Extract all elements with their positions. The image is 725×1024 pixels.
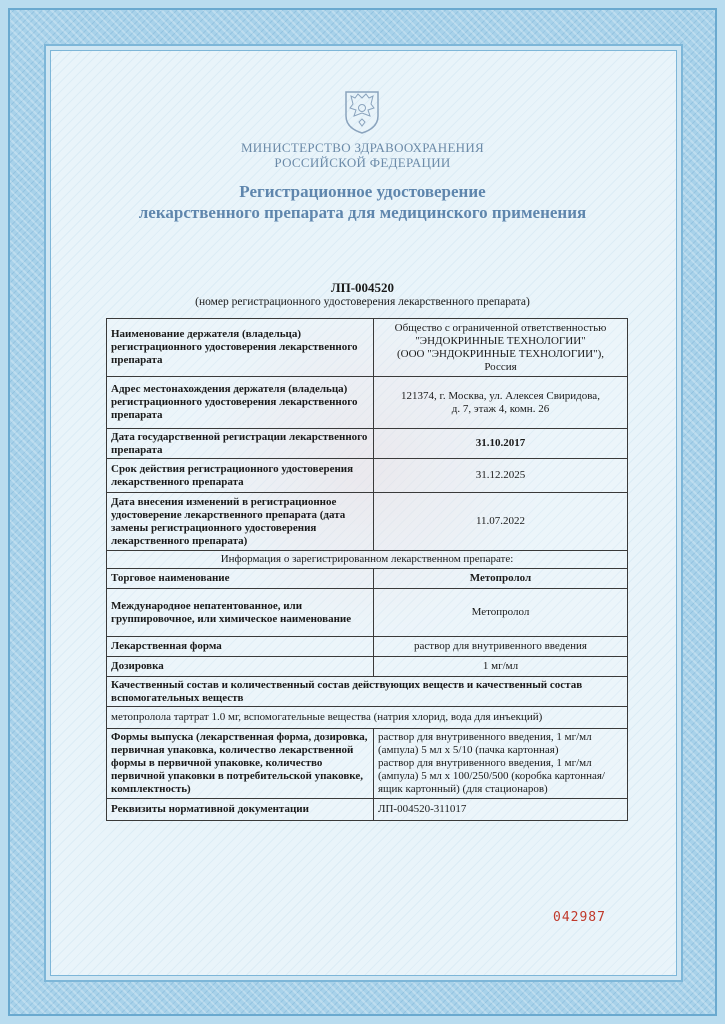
state-registration-date-value: 31.10.2017 — [374, 429, 628, 459]
holder-address-value — [374, 377, 628, 429]
registration-number-caption: (номер регистрационного удостоверения лекарственного препарата) — [195, 296, 530, 308]
composition-label: Качественный состав и количественный состав действующих веществ и качественный состав вспомогательных веществ — [107, 677, 628, 707]
registration-number: ЛП-004520 — [330, 280, 395, 295]
dosage-value: 1 мг/мл — [374, 657, 628, 677]
normative-doc-label: Реквизиты нормативной документации — [107, 799, 374, 821]
table-row — [107, 729, 628, 799]
table-row — [107, 493, 628, 551]
trade-name-label: Торговое наименование — [107, 569, 374, 589]
validity-value: 31.12.2025 — [374, 459, 628, 493]
dosage-form-label: Лекарственная форма — [107, 637, 374, 657]
table-row — [107, 657, 628, 677]
table-row — [107, 677, 628, 707]
release-forms-label: Формы выпуска (лекарственная форма, дозировка, первичная упаковка, количество лекарственной формы в первичной упаковке, количество первичной упаковки в потребительской упаковке, комплектность) — [107, 729, 374, 799]
ministry-line-1: МИНИСТЕРСТВО ЗДРАВООХРАНЕНИЯ — [240, 140, 485, 155]
composition-value: метопролола тартрат 1.0 мг, вспомогательные вещества (натрия хлорид, вода для инъекций) — [107, 707, 628, 729]
table-row — [107, 551, 628, 569]
release-forms-value — [374, 729, 628, 799]
table-row — [107, 429, 628, 459]
holder-name-line: (ООО "ЭНДОКРИННЫЕ ТЕХНОЛОГИИ"), — [396, 347, 604, 360]
table-row — [107, 569, 628, 589]
dosage-form-value: раствор для внутривенного введения — [374, 637, 628, 657]
validity-label: Срок действия регистрационного удостоверения лекарственного препарата — [107, 459, 374, 493]
russian-coat-of-arms-icon — [342, 86, 382, 134]
holder-address-label: Адрес местонахождения держателя (владельца) регистрационного удостоверения лекарственного препарата — [107, 377, 374, 429]
holder-name-line: "ЭНДОКРИННЫЕ ТЕХНОЛОГИИ" — [415, 334, 586, 347]
changes-date-value: 11.07.2022 — [374, 493, 628, 551]
holder-name-line: Общество с ограниченной ответственностью — [394, 321, 607, 334]
table-row — [107, 319, 628, 377]
certificate-table — [106, 318, 628, 821]
dosage-label: Дозировка — [107, 657, 374, 677]
address-line: 121374, г. Москва, ул. Алексея Свиридова, — [401, 389, 600, 402]
serial-number: 042987 — [553, 910, 606, 925]
certificate-title-line-2: лекарственного препарата для медицинского применения — [138, 203, 587, 222]
address-line: д. 7, этаж 4, комн. 26 — [451, 402, 550, 415]
holder-name-label: Наименование держателя (владельца) регистрационного удостоверения лекарственного препарата — [107, 319, 374, 377]
holder-name-value — [374, 319, 628, 377]
release-form-item: раствор для внутривенного введения, 1 мг/мл (ампула) 5 мл х 5/10 (пачка картонная) — [378, 731, 592, 756]
table-row — [107, 637, 628, 657]
inn-value: Метопролол — [374, 589, 628, 637]
table-row — [107, 589, 628, 637]
table-row — [107, 377, 628, 429]
state-registration-date-label: Дата государственной регистрации лекарственного препарата — [107, 429, 374, 459]
ministry-line-2: РОССИЙСКОЙ ФЕДЕРАЦИИ — [274, 155, 451, 170]
table-row — [107, 799, 628, 821]
drug-info-header: Информация о зарегистрированном лекарственном препарате: — [107, 551, 628, 569]
table-row — [107, 707, 628, 729]
trade-name-value: Метопролол — [374, 569, 628, 589]
certificate-title-line-1: Регистрационное удостоверение — [239, 182, 486, 201]
release-form-item: раствор для внутривенного введения, 1 мг/мл (ампула) 5 мл х 100/250/500 (коробка картонная/ящик картонный) (для стационаров) — [378, 757, 605, 795]
changes-date-label: Дата внесения изменений в регистрационное удостоверение лекарственного препарата (дата замены регистрационного удостоверения лекарственного препарата) — [107, 493, 374, 551]
normative-doc-value: ЛП-004520-311017 — [374, 799, 628, 821]
table-row — [107, 459, 628, 493]
holder-name-line: Россия — [484, 360, 517, 373]
inn-label: Международное непатентованное, или группировочное, или химическое наименование — [107, 589, 374, 637]
